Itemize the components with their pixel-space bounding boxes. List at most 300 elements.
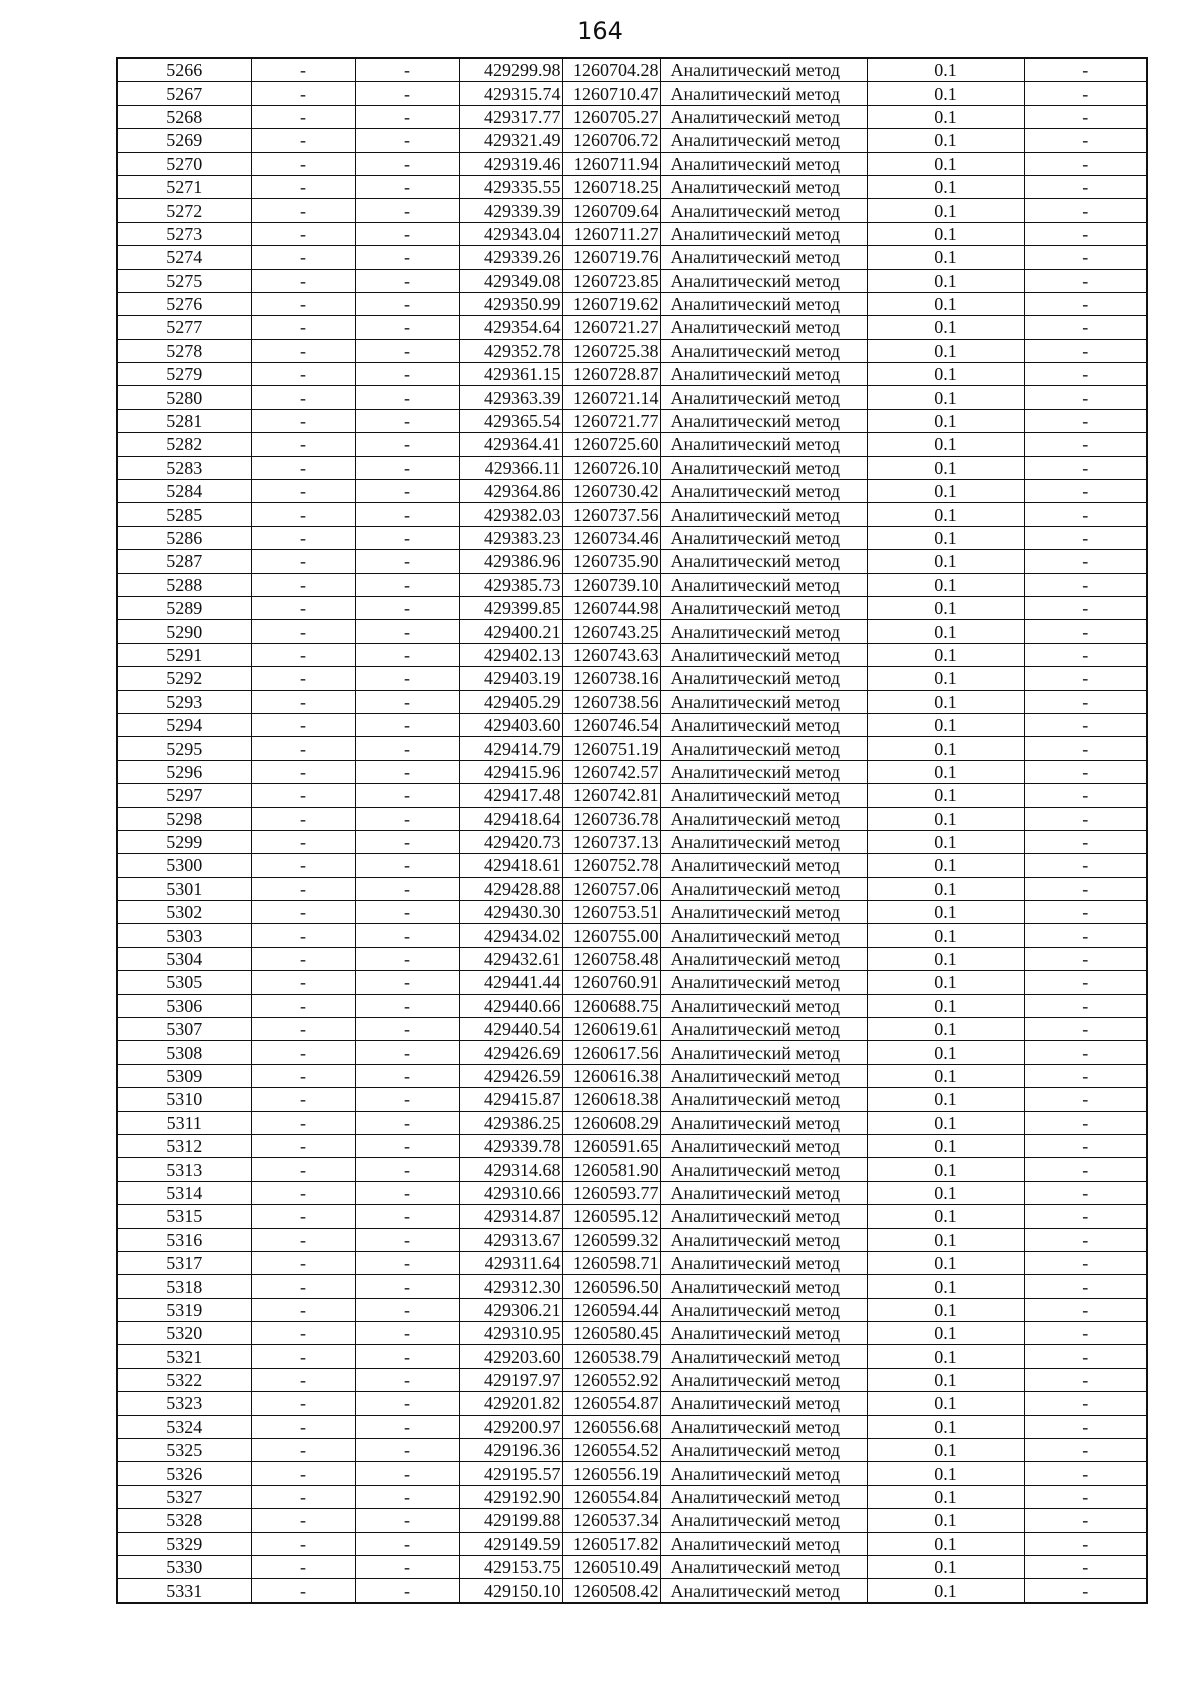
dash-cell-2: - [355, 830, 459, 853]
dash-cell-3: - [1024, 1298, 1147, 1321]
dash-cell-3: - [1024, 82, 1147, 105]
dash-cell-2: - [355, 550, 459, 573]
dash-cell-3: - [1024, 1322, 1147, 1345]
dash-cell-1: - [251, 1298, 355, 1321]
method-cell: Аналитический метод [660, 994, 867, 1017]
table-row [117, 1134, 1147, 1157]
dash-cell-1: - [251, 1392, 355, 1415]
dash-cell-1: - [251, 175, 355, 198]
table-row [117, 1041, 1147, 1064]
table-row [117, 1439, 1147, 1462]
method-cell: Аналитический метод [660, 596, 867, 619]
method-cell: Аналитический метод [660, 1509, 867, 1532]
point-number-cell: 5275 [117, 269, 251, 292]
dash-cell-1: - [251, 737, 355, 760]
dash-cell-2: - [355, 643, 459, 666]
dash-cell-2: - [355, 433, 459, 456]
point-number-cell: 5279 [117, 363, 251, 386]
accuracy-cell: 0.1 [867, 713, 1024, 736]
table-row [117, 1415, 1147, 1438]
x-coordinate-cell: 429418.61 [459, 854, 562, 877]
method-cell: Аналитический метод [660, 1064, 867, 1087]
dash-cell-1: - [251, 82, 355, 105]
accuracy-cell: 0.1 [867, 1322, 1024, 1345]
y-coordinate-cell: 1260538.79 [562, 1345, 660, 1368]
y-coordinate-cell: 1260711.27 [562, 222, 660, 245]
dash-cell-2: - [355, 1205, 459, 1228]
y-coordinate-cell: 1260510.49 [562, 1556, 660, 1579]
x-coordinate-cell: 429199.88 [459, 1509, 562, 1532]
dash-cell-1: - [251, 550, 355, 573]
x-coordinate-cell: 429399.85 [459, 596, 562, 619]
dash-cell-1: - [251, 1181, 355, 1204]
accuracy-cell: 0.1 [867, 339, 1024, 362]
y-coordinate-cell: 1260751.19 [562, 737, 660, 760]
method-cell: Аналитический метод [660, 1322, 867, 1345]
dash-cell-3: - [1024, 971, 1147, 994]
point-number-cell: 5291 [117, 643, 251, 666]
dash-cell-3: - [1024, 1579, 1147, 1603]
accuracy-cell: 0.1 [867, 901, 1024, 924]
accuracy-cell: 0.1 [867, 386, 1024, 409]
accuracy-cell: 0.1 [867, 199, 1024, 222]
x-coordinate-cell: 429339.39 [459, 199, 562, 222]
dash-cell-3: - [1024, 480, 1147, 503]
x-coordinate-cell: 429428.88 [459, 877, 562, 900]
y-coordinate-cell: 1260758.48 [562, 947, 660, 970]
method-cell: Аналитический метод [660, 1041, 867, 1064]
table-row [117, 1392, 1147, 1415]
x-coordinate-cell: 429386.25 [459, 1111, 562, 1134]
method-cell: Аналитический метод [660, 433, 867, 456]
y-coordinate-cell: 1260598.71 [562, 1251, 660, 1274]
x-coordinate-cell: 429386.96 [459, 550, 562, 573]
dash-cell-1: - [251, 199, 355, 222]
dash-cell-2: - [355, 1509, 459, 1532]
method-cell: Аналитический метод [660, 643, 867, 666]
point-number-cell: 5285 [117, 503, 251, 526]
dash-cell-2: - [355, 737, 459, 760]
y-coordinate-cell: 1260608.29 [562, 1111, 660, 1134]
y-coordinate-cell: 1260556.68 [562, 1415, 660, 1438]
table-row [117, 924, 1147, 947]
dash-cell-1: - [251, 456, 355, 479]
dash-cell-2: - [355, 994, 459, 1017]
point-number-cell: 5310 [117, 1088, 251, 1111]
x-coordinate-cell: 429403.60 [459, 713, 562, 736]
dash-cell-3: - [1024, 1018, 1147, 1041]
accuracy-cell: 0.1 [867, 760, 1024, 783]
point-number-cell: 5266 [117, 58, 251, 82]
method-cell: Аналитический метод [660, 1462, 867, 1485]
table-row [117, 1181, 1147, 1204]
table-row [117, 456, 1147, 479]
method-cell: Аналитический метод [660, 1088, 867, 1111]
dash-cell-2: - [355, 854, 459, 877]
dash-cell-2: - [355, 129, 459, 152]
table-row [117, 1532, 1147, 1555]
x-coordinate-cell: 429350.99 [459, 292, 562, 315]
dash-cell-1: - [251, 1228, 355, 1251]
table-row [117, 175, 1147, 198]
dash-cell-2: - [355, 409, 459, 432]
point-number-cell: 5319 [117, 1298, 251, 1321]
method-cell: Аналитический метод [660, 830, 867, 853]
point-number-cell: 5278 [117, 339, 251, 362]
y-coordinate-cell: 1260743.63 [562, 643, 660, 666]
dash-cell-3: - [1024, 550, 1147, 573]
table-row [117, 854, 1147, 877]
accuracy-cell: 0.1 [867, 1556, 1024, 1579]
accuracy-cell: 0.1 [867, 1415, 1024, 1438]
table-row [117, 1158, 1147, 1181]
dash-cell-2: - [355, 1181, 459, 1204]
y-coordinate-cell: 1260738.56 [562, 690, 660, 713]
point-number-cell: 5323 [117, 1392, 251, 1415]
x-coordinate-cell: 429432.61 [459, 947, 562, 970]
x-coordinate-cell: 429321.49 [459, 129, 562, 152]
accuracy-cell: 0.1 [867, 784, 1024, 807]
dash-cell-1: - [251, 1345, 355, 1368]
accuracy-cell: 0.1 [867, 1275, 1024, 1298]
table-row [117, 643, 1147, 666]
x-coordinate-cell: 429426.59 [459, 1064, 562, 1087]
point-number-cell: 5316 [117, 1228, 251, 1251]
y-coordinate-cell: 1260746.54 [562, 713, 660, 736]
accuracy-cell: 0.1 [867, 246, 1024, 269]
y-coordinate-cell: 1260719.62 [562, 292, 660, 315]
table-row [117, 1579, 1147, 1603]
y-coordinate-cell: 1260537.34 [562, 1509, 660, 1532]
dash-cell-2: - [355, 199, 459, 222]
dash-cell-3: - [1024, 1181, 1147, 1204]
method-cell: Аналитический метод [660, 924, 867, 947]
y-coordinate-cell: 1260688.75 [562, 994, 660, 1017]
method-cell: Аналитический метод [660, 526, 867, 549]
accuracy-cell: 0.1 [867, 363, 1024, 386]
y-coordinate-cell: 1260721.27 [562, 316, 660, 339]
accuracy-cell: 0.1 [867, 1041, 1024, 1064]
point-number-cell: 5281 [117, 409, 251, 432]
method-cell: Аналитический метод [660, 1275, 867, 1298]
point-number-cell: 5313 [117, 1158, 251, 1181]
dash-cell-2: - [355, 1579, 459, 1603]
dash-cell-2: - [355, 1111, 459, 1134]
dash-cell-3: - [1024, 386, 1147, 409]
method-cell: Аналитический метод [660, 573, 867, 596]
method-cell: Аналитический метод [660, 82, 867, 105]
dash-cell-2: - [355, 339, 459, 362]
y-coordinate-cell: 1260721.14 [562, 386, 660, 409]
method-cell: Аналитический метод [660, 246, 867, 269]
x-coordinate-cell: 429420.73 [459, 830, 562, 853]
dash-cell-2: - [355, 152, 459, 175]
dash-cell-2: - [355, 901, 459, 924]
method-cell: Аналитический метод [660, 1579, 867, 1603]
dash-cell-1: - [251, 1251, 355, 1274]
dash-cell-2: - [355, 363, 459, 386]
dash-cell-3: - [1024, 175, 1147, 198]
dash-cell-3: - [1024, 854, 1147, 877]
x-coordinate-cell: 429418.64 [459, 807, 562, 830]
point-number-cell: 5317 [117, 1251, 251, 1274]
method-cell: Аналитический метод [660, 292, 867, 315]
accuracy-cell: 0.1 [867, 1205, 1024, 1228]
dash-cell-2: - [355, 1018, 459, 1041]
table-row [117, 1485, 1147, 1508]
dash-cell-2: - [355, 667, 459, 690]
x-coordinate-cell: 429361.15 [459, 363, 562, 386]
dash-cell-2: - [355, 1298, 459, 1321]
accuracy-cell: 0.1 [867, 854, 1024, 877]
accuracy-cell: 0.1 [867, 690, 1024, 713]
accuracy-cell: 0.1 [867, 620, 1024, 643]
dash-cell-3: - [1024, 503, 1147, 526]
dash-cell-2: - [355, 924, 459, 947]
y-coordinate-cell: 1260711.94 [562, 152, 660, 175]
method-cell: Аналитический метод [660, 807, 867, 830]
method-cell: Аналитический метод [660, 222, 867, 245]
method-cell: Аналитический метод [660, 1158, 867, 1181]
y-coordinate-cell: 1260728.87 [562, 363, 660, 386]
coordinates-table [116, 57, 1148, 1604]
dash-cell-1: - [251, 971, 355, 994]
table-row [117, 58, 1147, 82]
y-coordinate-cell: 1260599.32 [562, 1228, 660, 1251]
y-coordinate-cell: 1260743.25 [562, 620, 660, 643]
y-coordinate-cell: 1260719.76 [562, 246, 660, 269]
x-coordinate-cell: 429365.54 [459, 409, 562, 432]
dash-cell-3: - [1024, 1532, 1147, 1555]
dash-cell-2: - [355, 269, 459, 292]
accuracy-cell: 0.1 [867, 807, 1024, 830]
dash-cell-3: - [1024, 690, 1147, 713]
x-coordinate-cell: 429314.87 [459, 1205, 562, 1228]
method-cell: Аналитический метод [660, 1181, 867, 1204]
dash-cell-1: - [251, 877, 355, 900]
dash-cell-3: - [1024, 1556, 1147, 1579]
dash-cell-3: - [1024, 199, 1147, 222]
table-row [117, 1064, 1147, 1087]
point-number-cell: 5267 [117, 82, 251, 105]
dash-cell-3: - [1024, 1392, 1147, 1415]
accuracy-cell: 0.1 [867, 924, 1024, 947]
dash-cell-3: - [1024, 1251, 1147, 1274]
y-coordinate-cell: 1260757.06 [562, 877, 660, 900]
table-row [117, 316, 1147, 339]
point-number-cell: 5311 [117, 1111, 251, 1134]
y-coordinate-cell: 1260581.90 [562, 1158, 660, 1181]
dash-cell-3: - [1024, 994, 1147, 1017]
point-number-cell: 5292 [117, 667, 251, 690]
dash-cell-1: - [251, 924, 355, 947]
dash-cell-3: - [1024, 1509, 1147, 1532]
accuracy-cell: 0.1 [867, 82, 1024, 105]
table-row [117, 339, 1147, 362]
x-coordinate-cell: 429195.57 [459, 1462, 562, 1485]
x-coordinate-cell: 429426.69 [459, 1041, 562, 1064]
dash-cell-1: - [251, 1111, 355, 1134]
dash-cell-3: - [1024, 316, 1147, 339]
dash-cell-3: - [1024, 1275, 1147, 1298]
table-row [117, 901, 1147, 924]
point-number-cell: 5294 [117, 713, 251, 736]
dash-cell-2: - [355, 877, 459, 900]
method-cell: Аналитический метод [660, 363, 867, 386]
dash-cell-2: - [355, 1345, 459, 1368]
accuracy-cell: 0.1 [867, 526, 1024, 549]
point-number-cell: 5306 [117, 994, 251, 1017]
table-row [117, 1251, 1147, 1274]
dash-cell-2: - [355, 526, 459, 549]
dash-cell-1: - [251, 667, 355, 690]
point-number-cell: 5300 [117, 854, 251, 877]
x-coordinate-cell: 429363.39 [459, 386, 562, 409]
accuracy-cell: 0.1 [867, 1064, 1024, 1087]
y-coordinate-cell: 1260753.51 [562, 901, 660, 924]
x-coordinate-cell: 429430.30 [459, 901, 562, 924]
point-number-cell: 5315 [117, 1205, 251, 1228]
dash-cell-1: - [251, 807, 355, 830]
accuracy-cell: 0.1 [867, 573, 1024, 596]
table-row [117, 222, 1147, 245]
dash-cell-1: - [251, 58, 355, 82]
dash-cell-3: - [1024, 246, 1147, 269]
table-row [117, 1509, 1147, 1532]
method-cell: Аналитический метод [660, 1228, 867, 1251]
dash-cell-2: - [355, 316, 459, 339]
y-coordinate-cell: 1260730.42 [562, 480, 660, 503]
dash-cell-2: - [355, 1439, 459, 1462]
accuracy-cell: 0.1 [867, 503, 1024, 526]
dash-cell-2: - [355, 222, 459, 245]
dash-cell-3: - [1024, 456, 1147, 479]
dash-cell-2: - [355, 573, 459, 596]
method-cell: Аналитический метод [660, 409, 867, 432]
table-row [117, 947, 1147, 970]
table-row [117, 129, 1147, 152]
dash-cell-2: - [355, 1251, 459, 1274]
point-number-cell: 5298 [117, 807, 251, 830]
point-number-cell: 5328 [117, 1509, 251, 1532]
dash-cell-2: - [355, 947, 459, 970]
y-coordinate-cell: 1260554.84 [562, 1485, 660, 1508]
x-coordinate-cell: 429414.79 [459, 737, 562, 760]
x-coordinate-cell: 429317.77 [459, 105, 562, 128]
method-cell: Аналитический метод [660, 854, 867, 877]
dash-cell-2: - [355, 1158, 459, 1181]
dash-cell-2: - [355, 690, 459, 713]
dash-cell-2: - [355, 386, 459, 409]
point-number-cell: 5290 [117, 620, 251, 643]
method-cell: Аналитический метод [660, 1345, 867, 1368]
method-cell: Аналитический метод [660, 877, 867, 900]
dash-cell-3: - [1024, 1205, 1147, 1228]
method-cell: Аналитический метод [660, 129, 867, 152]
y-coordinate-cell: 1260705.27 [562, 105, 660, 128]
dash-cell-3: - [1024, 807, 1147, 830]
y-coordinate-cell: 1260595.12 [562, 1205, 660, 1228]
y-coordinate-cell: 1260752.78 [562, 854, 660, 877]
accuracy-cell: 0.1 [867, 1158, 1024, 1181]
dash-cell-2: - [355, 246, 459, 269]
accuracy-cell: 0.1 [867, 971, 1024, 994]
y-coordinate-cell: 1260737.13 [562, 830, 660, 853]
dash-cell-2: - [355, 175, 459, 198]
dash-cell-3: - [1024, 947, 1147, 970]
table-row [117, 760, 1147, 783]
dash-cell-1: - [251, 316, 355, 339]
dash-cell-3: - [1024, 1485, 1147, 1508]
accuracy-cell: 0.1 [867, 1251, 1024, 1274]
y-coordinate-cell: 1260704.28 [562, 58, 660, 82]
dash-cell-2: - [355, 58, 459, 82]
dash-cell-1: - [251, 105, 355, 128]
y-coordinate-cell: 1260618.38 [562, 1088, 660, 1111]
dash-cell-2: - [355, 1322, 459, 1345]
accuracy-cell: 0.1 [867, 1439, 1024, 1462]
point-number-cell: 5297 [117, 784, 251, 807]
dash-cell-1: - [251, 1462, 355, 1485]
method-cell: Аналитический метод [660, 620, 867, 643]
y-coordinate-cell: 1260617.56 [562, 1041, 660, 1064]
y-coordinate-cell: 1260710.47 [562, 82, 660, 105]
accuracy-cell: 0.1 [867, 1088, 1024, 1111]
method-cell: Аналитический метод [660, 1532, 867, 1555]
method-cell: Аналитический метод [660, 737, 867, 760]
y-coordinate-cell: 1260554.87 [562, 1392, 660, 1415]
method-cell: Аналитический метод [660, 480, 867, 503]
accuracy-cell: 0.1 [867, 409, 1024, 432]
method-cell: Аналитический метод [660, 199, 867, 222]
accuracy-cell: 0.1 [867, 1462, 1024, 1485]
point-number-cell: 5304 [117, 947, 251, 970]
method-cell: Аналитический метод [660, 1368, 867, 1391]
dash-cell-2: - [355, 1485, 459, 1508]
table-row [117, 503, 1147, 526]
y-coordinate-cell: 1260725.38 [562, 339, 660, 362]
table-row [117, 292, 1147, 315]
dash-cell-1: - [251, 269, 355, 292]
x-coordinate-cell: 429434.02 [459, 924, 562, 947]
method-cell: Аналитический метод [660, 1556, 867, 1579]
method-cell: Аналитический метод [660, 1018, 867, 1041]
dash-cell-1: - [251, 901, 355, 924]
dash-cell-1: - [251, 760, 355, 783]
accuracy-cell: 0.1 [867, 667, 1024, 690]
dash-cell-2: - [355, 784, 459, 807]
dash-cell-2: - [355, 760, 459, 783]
x-coordinate-cell: 429201.82 [459, 1392, 562, 1415]
table-row [117, 994, 1147, 1017]
accuracy-cell: 0.1 [867, 737, 1024, 760]
accuracy-cell: 0.1 [867, 480, 1024, 503]
dash-cell-1: - [251, 596, 355, 619]
point-number-cell: 5326 [117, 1462, 251, 1485]
x-coordinate-cell: 429153.75 [459, 1556, 562, 1579]
dash-cell-1: - [251, 1485, 355, 1508]
method-cell: Аналитический метод [660, 316, 867, 339]
point-number-cell: 5296 [117, 760, 251, 783]
method-cell: Аналитический метод [660, 1392, 867, 1415]
dash-cell-3: - [1024, 1134, 1147, 1157]
table-row [117, 1018, 1147, 1041]
dash-cell-3: - [1024, 713, 1147, 736]
table-row [117, 690, 1147, 713]
dash-cell-1: - [251, 1556, 355, 1579]
method-cell: Аналитический метод [660, 386, 867, 409]
method-cell: Аналитический метод [660, 1439, 867, 1462]
